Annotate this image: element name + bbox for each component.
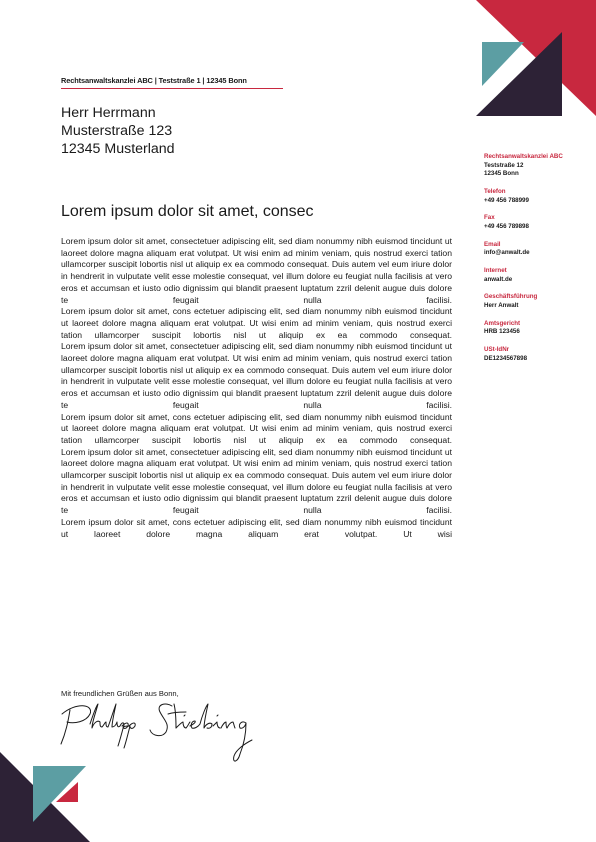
sidebar-internet-value: anwalt.de — [484, 275, 513, 283]
recipient-name: Herr Herrmann — [61, 105, 156, 121]
sidebar-management-group — [484, 293, 588, 310]
body-paragraph: Lorem ipsum dolor sit amet, consectetuer adipiscing elit, sed diam nonummy nibh euismod tincidunt ut laoreet dolore magna aliquam erat volutpat. Ut wisi enim ad minim veniam, quis nostrud exerci tation ullamcorper suscipit lobortis nisl ut aliquip ex ea commodo consequat. Duis autem vel eum iriure dolor in hendrerit in vulputate velit esse molestie consequat, vel illum dolore eu feugiat nulla facilisis at vero eros et accumsan et iusto odio dignissim qui blandit praesent luptatum zzril delenit augue duis dolore te feugait nulla facilisi. — [61, 446, 452, 516]
sidebar-vat-value: DE1234567898 — [484, 354, 528, 362]
sender-sidebar — [484, 153, 588, 373]
body-paragraph: Lorem ipsum dolor sit amet, consectetuer adipiscing elit, sed diam nonummy nibh euismod tincidunt ut laoreet dolore magna aliquam erat volutpat. Ut wisi enim ad minim veniam, quis nostrud exerci tation ullamcorper suscipit lobortis nisl ut aliquip ex ea commodo consequat. Duis autem vel eum iriure dolor in hendrerit in vulputate velit esse molestie consequat, vel illum dolore eu feugiat nulla facilisis at vero eros et accumsan et iusto odio dignissim qui blandit praesent luptatum zzril delenit augue duis dolore te feugait nulla facilisi. — [61, 341, 452, 410]
decorative-triangles-top — [476, 0, 596, 116]
body-paragraph: Lorem ipsum dolor sit amet, cons ectetuer adipiscing elit, sed diam nonummy nibh euismod tincidunt ut laoreet dolore magna aliquam erat volutpat. Ut wisi enim ad minim veniam, quis nostrud exerci tation ullamcorper suscipit lobortis nisl ut aliquip ex ea commodo consequat. — [61, 411, 452, 445]
sidebar-phone-value: +49 456 788999 — [484, 196, 529, 204]
recipient-address — [61, 104, 175, 158]
sidebar-internet-group — [484, 267, 588, 284]
sender-address-line: Rechtsanwaltskanzlei ABC | Teststraße 1 | 12345 Bonn — [61, 76, 283, 89]
sidebar-firm-label: Rechtsanwaltskanzlei ABC — [484, 153, 563, 160]
sidebar-vat-group — [484, 346, 588, 363]
sidebar-court-label: Amtsgericht — [484, 319, 521, 327]
letter-body — [61, 236, 452, 648]
body-paragraph: Lorem ipsum dolor sit amet, cons ectetuer adipiscing elit, sed diam nonummy nibh euismod tincidunt ut laoreet dolore magna aliquam erat volutpat. Ut wisi enim ad minim veniam, quis nostrud exerci tation ullamcorper suscipit lobortis nisl ut aliquip ex ea commodo consequat. — [61, 306, 452, 340]
body-paragraph: Lorem ipsum dolor sit amet, consectetuer adipiscing elit, sed diam nonummy nibh euismod tincidunt ut laoreet dolore magna aliquam erat volutpat. Ut wisi enim ad minim veniam, quis nostrud exerci tation ullamcorper suscipit lobortis nisl ut aliquip ex ea commodo consequat. Duis autem vel eum iriure dolor in hendrerit in vulputate velit esse molestie consequat, vel illum dolore eu feugiat nulla facilisis at vero eros et accumsan et iusto odio dignissim qui blandit praesent luptatum zzril delenit augue duis dolore te feugait nulla facilisi. — [61, 236, 452, 305]
letter-subject: Lorem ipsum dolor sit amet, consec — [61, 203, 314, 220]
sidebar-firm-street: Teststraße 12 — [484, 161, 524, 169]
sidebar-fax-group — [484, 214, 588, 231]
sidebar-court-value: HRB 123456 — [484, 328, 520, 336]
closing-greeting: Mit freundlichen Grüßen aus Bonn, — [61, 689, 179, 698]
sidebar-email-label: Email — [484, 240, 501, 248]
sidebar-fax-value: +49 456 789898 — [484, 222, 529, 230]
sidebar-email-value: info@anwalt.de — [484, 249, 530, 257]
sidebar-phone-group — [484, 188, 588, 205]
sidebar-firm-group — [484, 153, 588, 179]
sidebar-phone-label: Telefon — [484, 187, 506, 195]
sidebar-management-value: Herr Anwalt — [484, 302, 519, 310]
decorative-triangles-bottom — [0, 742, 120, 842]
sidebar-management-label: Geschäftsführung — [484, 293, 538, 301]
body-paragraph: Lorem ipsum dolor sit amet, cons ectetuer adipiscing elit, sed diam nonummy nibh euismod tincidunt ut laoreet dolore magna aliquam erat volutpat. Ut wisi — [61, 516, 452, 539]
sidebar-internet-label: Internet — [484, 267, 507, 275]
recipient-city: 12345 Musterland — [61, 141, 175, 157]
sidebar-firm-city: 12345 Bonn — [484, 170, 519, 178]
recipient-street: Musterstraße 123 — [61, 123, 173, 139]
sidebar-court-group — [484, 320, 588, 337]
sidebar-email-group — [484, 241, 588, 258]
sidebar-fax-label: Fax — [484, 214, 495, 222]
sidebar-vat-label: USt-IdNr — [484, 346, 510, 354]
